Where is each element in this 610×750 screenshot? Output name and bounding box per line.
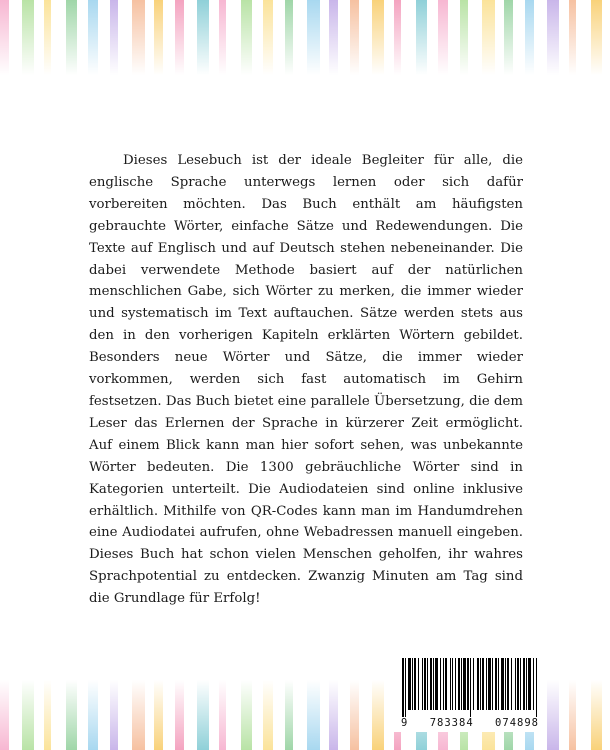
barcode-bar [495,658,497,710]
barcode-bar [511,658,512,710]
barcode-bar [435,658,438,710]
barcode-bar [520,658,521,710]
barcode-bar [480,658,481,710]
barcode-bar [433,658,434,710]
barcode-bar [414,658,416,710]
barcode-bar [482,658,484,710]
barcode-bar [486,658,487,710]
barcode-bar [408,658,411,710]
isbn-barcode [394,654,546,732]
barcode-bar [505,658,506,710]
barcode-bar [455,658,456,710]
barcode-bar [501,658,504,710]
top-stripe-border [0,0,610,75]
barcode-bar [533,658,534,710]
barcode-bar [517,658,519,710]
barcode-bar [461,658,462,710]
barcode-bar [445,658,447,710]
barcode-bar [430,658,432,710]
barcode-bar [523,658,525,710]
barcode-bar [440,658,441,710]
barcode-bar [498,658,499,710]
barcode-bar [488,658,491,710]
barcode-digits [400,717,540,729]
barcode-bar [473,658,474,710]
barcode-bar [427,658,428,710]
barcode-bar [536,658,537,718]
barcode-bar [412,658,413,710]
barcode-bar [443,658,444,710]
barcode-bar [405,658,406,718]
stripe-fade [0,0,610,75]
barcode-bars [400,658,540,718]
barcode-bar [467,658,469,710]
barcode-bar [463,658,466,710]
barcode-digits-right: 074898 [495,717,539,729]
barcode-digits-left: 783384 [429,717,474,729]
back-cover-blurb: Dieses Lesebuch ist der ideale Begleiter für alle, die englische Sprache unterwegs lernen oder sich dafür vorbereiten möchten. Das Buch enthält am häufigsten gebrauchte Wörter, einfache Sätze und Redewendungen. Die Texte auf Englisch und auf Deutsch stehen nebeneinander. Die dabei verwendete Methode basiert auf der natürlichen menschlichen Gabe, sich Wörter zu merken, die immer wieder und systematisch im Text auftauchen. Sätze werden stets aus den in den vorherigen Kapiteln erklärten Wörtern gebildet. Besonders neue Wörter und Sätze, die immer wieder vorkommen, werden sich fast automatisch im Gehirn festsetzen. Das Buch bietet eine parallele Übersetzung, die dem Leser das Erlernen der Sprache in kürzerer Zeit ermöglicht. Auf einem Blick kann man hier sofort sehen, was unbekannte Wörter bedeuten. Die 1300 gebräuchliche Wörter sind in Kategorien unterteilt. Die Audiodateien sind online inklusive erhältlich. Mithilfe von QR-Codes kann man im Handumdrehen eine Audiodatei aufrufen, ohne Webadressen manuell eingeben. Dieses Buch hat schon vielen Menschen geholfen, ihr wahres Sprachpotential zu entdecken. Zwanzig Minuten am Tag sind die Grundlage für Erfolg! [89,153,523,607]
barcode-bar [452,658,453,710]
barcode-bar [422,658,423,710]
barcode-bar [507,658,509,710]
barcode-bar [528,658,531,710]
stripe-pattern-top [0,0,610,75]
barcode-bar [450,658,451,710]
barcode-digit-first: 9 [401,717,409,729]
barcode-bar [418,658,419,710]
barcode-bar [515,658,516,710]
barcode-bar [402,658,404,718]
barcode-bar [477,658,479,710]
barcode-bar [526,658,527,710]
barcode-bar [492,658,493,710]
barcode-bar [458,658,460,710]
barcode-bar [424,658,426,710]
barcode-bar [470,658,471,718]
